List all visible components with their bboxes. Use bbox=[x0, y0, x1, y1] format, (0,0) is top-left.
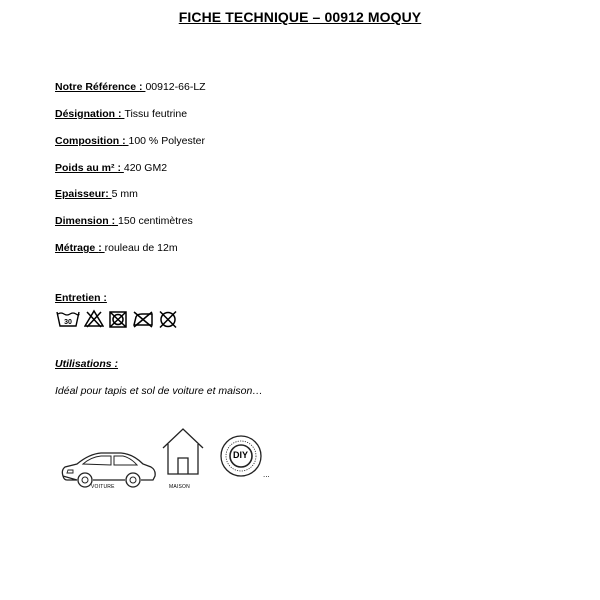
no-iron-icon bbox=[132, 309, 154, 329]
house-icon bbox=[160, 426, 206, 480]
field-label: Notre Référence bbox=[55, 81, 140, 93]
no-dry-clean-icon bbox=[158, 309, 178, 329]
field-label: Dimension bbox=[55, 215, 112, 227]
no-tumble-dry-icon bbox=[108, 309, 128, 329]
svg-text:30: 30 bbox=[64, 319, 72, 326]
field-label: Poids au m² bbox=[55, 162, 118, 174]
field-composition bbox=[55, 135, 205, 147]
field-value: 00912-66-LZ bbox=[145, 81, 206, 93]
field-sep: : bbox=[117, 162, 124, 174]
field-value: 100 % Polyester bbox=[128, 135, 205, 147]
field-designation bbox=[55, 108, 187, 120]
field-label: Métrage bbox=[55, 242, 99, 254]
care-symbols bbox=[56, 309, 178, 329]
field-label: Composition bbox=[55, 135, 123, 147]
field-value: 5 mm bbox=[111, 188, 138, 200]
field-metrage bbox=[55, 242, 178, 254]
no-bleach-icon bbox=[84, 309, 104, 329]
usage-icons bbox=[55, 412, 279, 512]
entretien-label: Entretien : bbox=[55, 292, 107, 304]
ellipsis-text: ... bbox=[263, 470, 270, 479]
field-sep: : bbox=[139, 81, 146, 93]
field-value: 420 GM2 bbox=[123, 162, 168, 174]
field-sep: : bbox=[111, 215, 119, 227]
field-sep: : bbox=[118, 108, 125, 120]
wash-30-icon bbox=[56, 309, 80, 329]
utilisations-text: Idéal pour tapis et sol de voiture et maison… bbox=[55, 385, 263, 397]
field-sep: : bbox=[122, 135, 129, 147]
field-reference bbox=[55, 81, 206, 93]
field-poids bbox=[55, 162, 167, 174]
field-dimension bbox=[55, 215, 193, 227]
field-sep: : bbox=[98, 242, 105, 254]
field-value: rouleau de 12m bbox=[104, 242, 178, 254]
house-caption: MAISON bbox=[169, 484, 190, 490]
page-title: FICHE TECHNIQUE – 00912 MOQUY bbox=[178, 9, 422, 25]
field-label: Désignation bbox=[55, 108, 119, 120]
field-value: 150 centimètres bbox=[118, 215, 193, 227]
field-value: Tissu feutrine bbox=[124, 108, 188, 120]
field-epaisseur bbox=[55, 188, 138, 200]
diy-badge-text: DIY bbox=[233, 450, 249, 460]
utilisations-label: Utilisations : bbox=[55, 358, 119, 370]
field-sep: : bbox=[105, 188, 112, 200]
car-caption: VOITURE bbox=[91, 484, 115, 490]
field-label: Epaisseur bbox=[55, 188, 106, 200]
